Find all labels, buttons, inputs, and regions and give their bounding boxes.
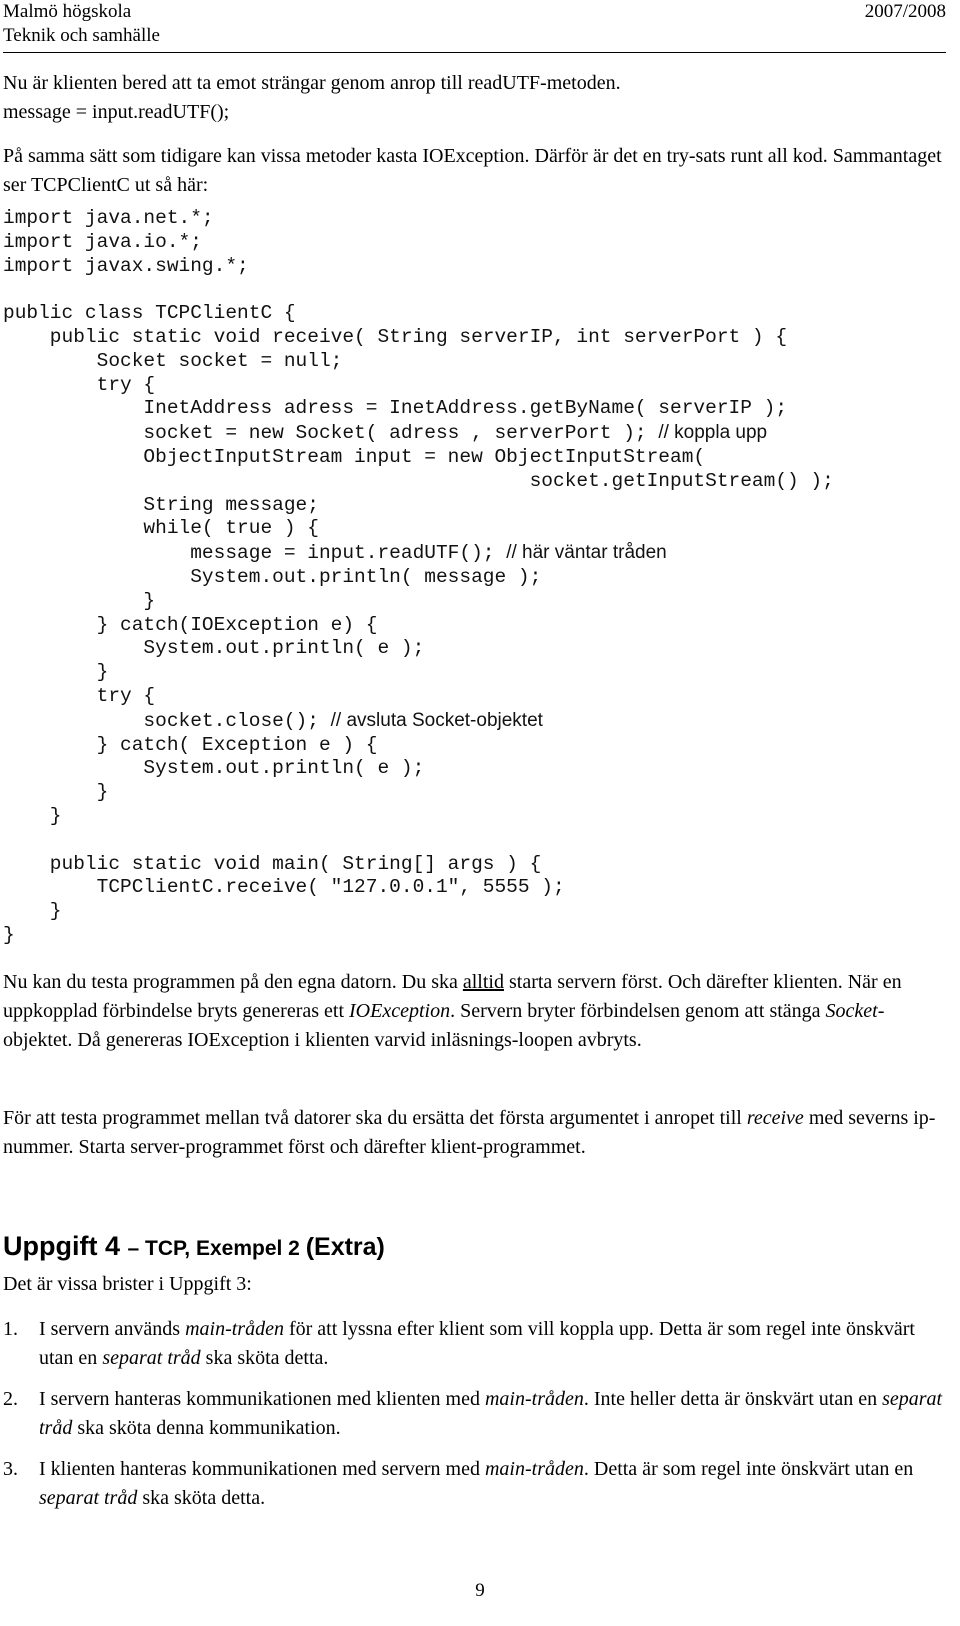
italic-text: main-tråden	[484, 1388, 584, 1410]
list-item	[3, 1455, 946, 1513]
two-computers-paragraph	[3, 1104, 946, 1162]
code-line: InetAddress adress = InetAddress.getByName( serverIP );	[3, 397, 788, 420]
list-number: 1.	[3, 1318, 18, 1340]
code-line: }	[3, 781, 109, 804]
code-line: public static void main( String[] args ) {	[3, 852, 542, 875]
text-run: med severns ip-nummer. Starta server-programmet först och därefter klient-programmet.	[3, 1107, 936, 1158]
shortcomings-intro: Det är vissa brister i Uppgift 3:	[3, 1273, 252, 1295]
code-line: while( true ) {	[3, 517, 319, 540]
italic-text: separat tråd	[39, 1388, 943, 1439]
text-run: I servern används	[39, 1318, 186, 1340]
intro-line-1: Nu är klienten bered att ta emot strängar genom anrop till readUTF-metoden.	[3, 72, 621, 94]
page-number: 9	[475, 1580, 485, 1601]
text-run: I servern hanteras kommunikationen med klienten med	[39, 1388, 485, 1410]
text-run: Nu kan du testa programmen på den egna datorn. Du ska	[3, 971, 463, 993]
code-line: ObjectInputStream input = new ObjectInputStream(	[3, 445, 706, 468]
code-line: public static void receive( String serverIP, int serverPort ) {	[3, 325, 788, 348]
code-line: }	[3, 804, 62, 827]
code-line: }	[3, 589, 156, 612]
list-item	[3, 1385, 946, 1443]
heading-part: Uppgift 4	[3, 1231, 128, 1261]
code-line: }	[3, 661, 109, 684]
text-run: ska sköta detta.	[137, 1487, 266, 1509]
code-line: import javax.swing.*;	[3, 254, 249, 277]
text-run: . Detta är som regel inte önskvärt utan en	[583, 1458, 914, 1480]
code-line: System.out.println( message );	[3, 565, 542, 588]
page-header-left	[3, 0, 160, 48]
intro-line-2: message = input.readUTF();	[3, 101, 230, 123]
code-line: System.out.println( e );	[3, 757, 425, 780]
italic-text: main-tråden	[484, 1458, 584, 1480]
italic-text: Socket	[825, 1000, 878, 1022]
code-line: socket.getInputStream() );	[3, 469, 834, 492]
code-line: System.out.println( e );	[3, 637, 425, 660]
code-line: try {	[3, 373, 156, 396]
code-line: import java.net.*;	[3, 207, 214, 229]
code-line: } catch( Exception e ) {	[3, 733, 378, 756]
list-number: 2.	[3, 1388, 18, 1410]
code-line: socket = new Socket( adress , serverPort );	[3, 422, 659, 445]
code-line: Socket socket = null;	[3, 349, 343, 372]
italic-text: receive	[746, 1107, 804, 1129]
text-run: ska sköta denna kommunikation.	[72, 1417, 341, 1439]
code-line: try {	[3, 684, 156, 707]
code-line: String message;	[3, 493, 319, 516]
text-run: -objektet. Då genereras IOException i klienten varvid inläsnings-loopen avbryts.	[3, 1000, 885, 1051]
heading-part: (Extra)	[305, 1233, 385, 1261]
code-listing	[3, 207, 834, 948]
header-year: 2007/2008	[864, 1, 946, 22]
code-comment: // avsluta Socket-objektet	[330, 709, 543, 731]
school-name: Malmö högskola	[3, 1, 132, 22]
italic-text: separat tråd	[102, 1347, 201, 1369]
italic-text: IOException	[349, 1000, 451, 1022]
code-comment: // här väntar tråden	[506, 542, 667, 564]
italic-text: main-tråden	[185, 1318, 284, 1340]
heading-part: – TCP, Exempel 2	[127, 1237, 306, 1260]
testing-paragraph	[3, 968, 946, 1055]
department-name: Teknik och samhälle	[3, 25, 160, 46]
italic-text: separat tråd	[39, 1487, 138, 1509]
code-line: message = input.readUTF();	[3, 542, 507, 565]
text-run: För att testa programmet mellan två datorer ska du ersätta det första argumentet i anropet till	[3, 1107, 747, 1129]
text-run: . Servern bryter förbindelsen genom att stänga	[450, 1000, 826, 1022]
list-item	[3, 1315, 946, 1373]
text-run: starta servern först. Och därefter klienten. När en uppkopplad förbindelse bryts genereras ett	[3, 971, 902, 1022]
section-heading	[3, 1228, 385, 1267]
code-line: socket.close();	[3, 709, 331, 732]
code-line: import java.io.*;	[3, 230, 202, 253]
list-number: 3.	[3, 1458, 18, 1480]
header-divider	[3, 52, 946, 53]
code-comment: // koppla upp	[658, 422, 768, 444]
underlined-text: alltid	[462, 971, 504, 993]
code-line: }	[3, 923, 15, 946]
code-line: TCPClientC.receive( "127.0.0.1", 5555 );	[3, 876, 565, 899]
intro-paragraph	[3, 69, 946, 127]
code-line: public class TCPClientC {	[3, 302, 296, 325]
code-line: } catch(IOException e) {	[3, 613, 378, 636]
text-run: för att lyssna efter klient som vill koppla upp. Detta är som regel inte önskvärt utan en	[39, 1318, 915, 1369]
shortcomings-list	[3, 1315, 946, 1525]
text-run: ska sköta detta.	[200, 1347, 329, 1369]
text-run: I klienten hanteras kommunikationen med servern med	[39, 1458, 485, 1480]
text-run: . Inte heller detta är önskvärt utan en	[583, 1388, 883, 1410]
intro-paragraph-2: På samma sätt som tidigare kan vissa metoder kasta IOException. Därför är det en try-sats runt all kod. Sammantaget ser TCPClientC ut så här:	[3, 145, 942, 196]
code-line: }	[3, 900, 62, 923]
